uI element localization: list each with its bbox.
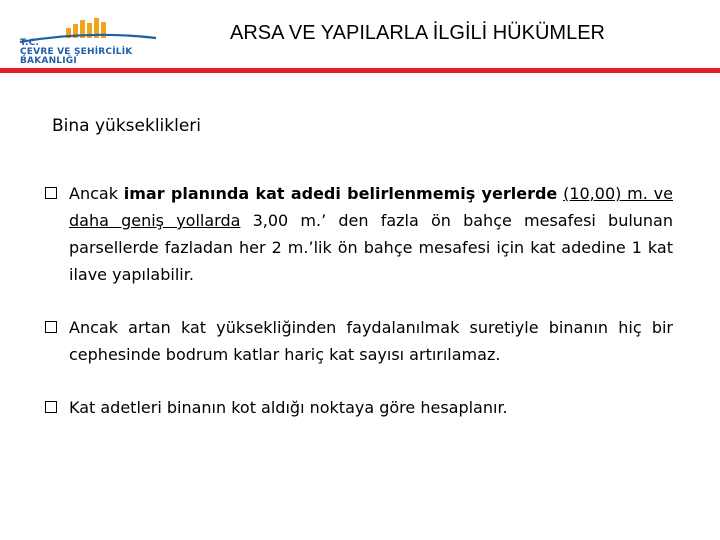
section-subtitle: Bina yükseklikleri xyxy=(52,116,202,136)
bullet-item-1 xyxy=(45,180,673,288)
bullet-1-part-1: Ancak xyxy=(69,184,124,203)
bullet-1-part-5: 3,00 m.’ den fazla ön bahçe mesafesi bulunan parsellerde fazladan her 2 m.’lik ön bahçe mesafesi için kat adedine 1 kat ilave yapılabilir. xyxy=(69,211,673,284)
bullet-item-3 xyxy=(45,394,673,421)
ministry-logo xyxy=(18,14,158,68)
bullet-text-2: Ancak artan kat yüksekliğinden faydalanılmak suretiyle binanın hiç bir cephesinde bodrum katlar hariç kat sayısı artırılamaz. xyxy=(69,318,673,364)
checkbox-bullet-icon xyxy=(45,401,57,413)
logo-line-3: BAKANLIĞI xyxy=(20,56,77,66)
page-title: ARSA VE YAPILARLA İLGİLİ HÜKÜMLER xyxy=(230,22,605,44)
bullet-text-3: Kat adetleri binanın kot aldığı noktaya göre hesaplanır. xyxy=(69,398,508,417)
logo-line-2: ÇEVRE VE ŞEHİRCİLİK xyxy=(20,47,133,57)
header-divider xyxy=(0,68,720,73)
checkbox-bullet-icon xyxy=(45,187,57,199)
checkbox-bullet-icon xyxy=(45,321,57,333)
logo-line-1: T.C. xyxy=(20,38,40,48)
bullet-1-emphasis: imar planında kat adedi belirlenmemiş yerlerde xyxy=(123,184,558,203)
bullet-text-1 xyxy=(45,180,673,288)
bullet-1-underlined: (10,00) m. ve daha geniş yollarda xyxy=(69,184,673,230)
bullet-item-2 xyxy=(45,314,673,368)
